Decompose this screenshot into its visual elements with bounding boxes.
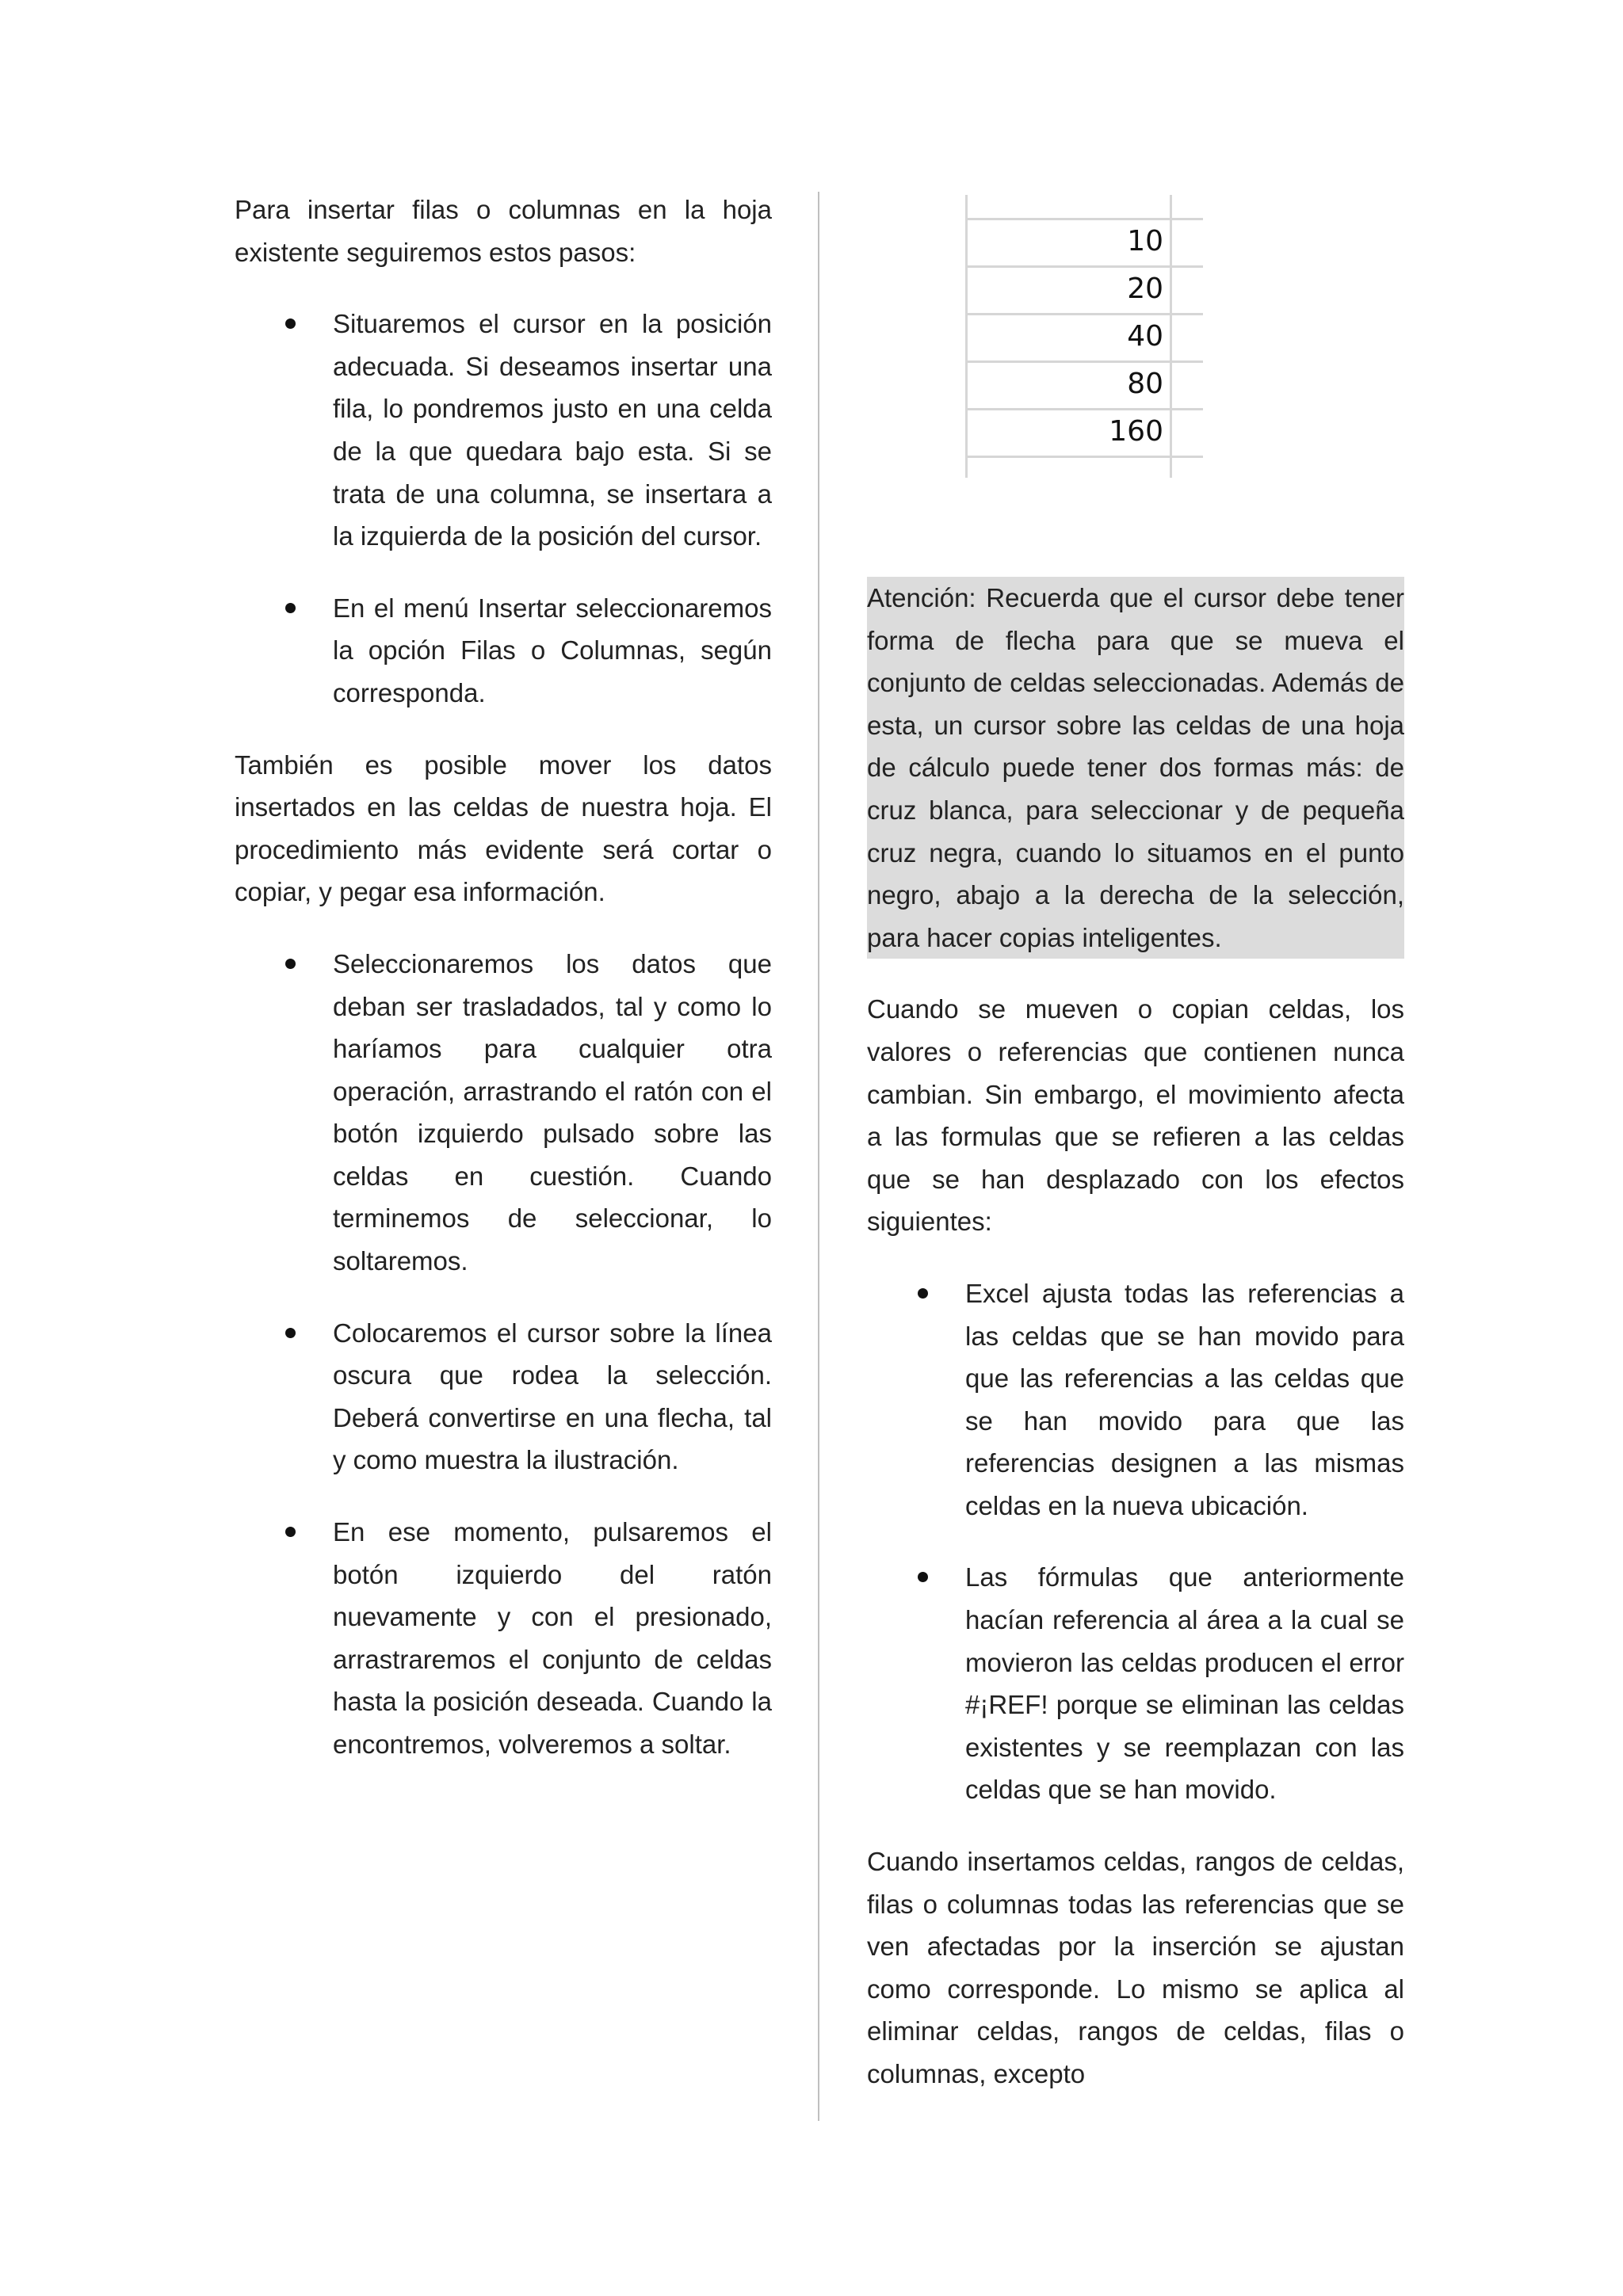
column-divider (818, 192, 819, 2121)
grid-line (965, 195, 968, 478)
sheet-cell: 40 (1127, 320, 1163, 353)
list-item (867, 1556, 1404, 1811)
insert-steps-list (235, 303, 772, 714)
sheet-cell: 10 (1127, 225, 1163, 257)
left-column (235, 189, 772, 1795)
list-item-text: Seleccionaremos los datos que deban ser trasladados, tal y como lo haríamos para cualquier otra operación, arrastrando el ratón con el botón izquierdo pulsado sobre las celdas en cuestión. Cuando terminemos de seleccionar, lo soltaremos. (333, 948, 772, 1276)
bullet-icon (285, 318, 296, 329)
list-item-text: Colocaremos el cursor sobre la línea oscura que rodea la selección. Deberá convertirse en una flecha, tal y como muestra la ilustración. (333, 1318, 772, 1475)
bullet-icon (918, 1288, 928, 1299)
bullet-icon (285, 1527, 296, 1537)
sheet-cell: 20 (1127, 273, 1163, 305)
insert-refs-paragraph: Cuando insertamos celdas, rangos de celdas, filas o columnas todas las referencias que se ven afectadas por la inserción se ajustan como corresponde. Lo mismo se aplica al eliminar celdas, rangos de celdas, filas o columnas, excepto (867, 1847, 1404, 2088)
list-item (235, 943, 772, 1283)
move-steps-list (235, 943, 772, 1766)
grid-line (1170, 195, 1172, 478)
list-item (235, 587, 772, 715)
list-item (235, 1511, 772, 1766)
bullet-icon (285, 1328, 296, 1338)
bullet-icon (285, 959, 296, 969)
grid-line (965, 456, 1203, 458)
sheet-cell: 80 (1127, 368, 1163, 400)
move-intro-paragraph: También es posible mover los datos insertados en las celdas de nuestra hoja. El procedimiento más evidente será cortar o copiar, y pegar esa información. (235, 749, 772, 907)
list-item (867, 1272, 1404, 1527)
list-item-text: En el menú Insertar seleccionaremos la opción Filas o Columnas, según corresponda. (333, 593, 772, 707)
right-column (867, 577, 1404, 2125)
move-effects-intro: Cuando se mueven o copian celdas, los valores o referencias que contienen nunca cambian. Sin embargo, el movimiento afecta a las formulas que se refieren a las celdas que se han desplazado con los efectos siguientes: (867, 994, 1404, 1237)
sheet-cell: 160 (1109, 415, 1163, 448)
list-item-text: Situaremos el cursor en la posición adecuada. Si deseamos insertar una fila, lo pondremos justo en una celda de la que quedara bajo esta. Si se trata de una columna, se insertara a la izquierda de la posición del cursor. (333, 309, 772, 551)
bullet-icon (918, 1572, 928, 1582)
list-item-text: Excel ajusta todas las referencias a las celdas que se han movido para que las referencias a las celdas que se han movido para que las referencias designen a las mismas celdas en la nueva ubicación. (965, 1278, 1404, 1520)
list-item (235, 1312, 772, 1482)
list-item (235, 303, 772, 558)
spreadsheet-figure (965, 195, 1203, 480)
attention-note: Atención: Recuerda que el cursor debe tener forma de flecha para que se mueva el conjunto de celdas seleccionadas. Además de esta, un cursor sobre las celdas de una hoja de cálculo puede tener dos formas más: de cruz blanca, para seleccionar y de pequeña cruz negra, cuando lo situamos en el punto negro, abajo a la derecha de la selección, para hacer copias inteligentes. (867, 577, 1404, 959)
effects-list (867, 1272, 1404, 1811)
bullet-icon (285, 603, 296, 613)
list-item-text: En ese momento, pulsaremos el botón izquierdo del ratón nuevamente y con el presionado, arrastraremos el conjunto de celdas hasta la posición deseada. Cuando la encontremos, volveremos a soltar. (333, 1517, 772, 1759)
list-item-text: Las fórmulas que anteriormente hacían referencia al área a la cual se movieron las celdas producen el error #¡REF! porque se eliminan las celdas existentes y se reemplazan con las celdas que se han movido. (965, 1562, 1404, 1805)
intro-paragraph: Para insertar filas o columnas en la hoja existente seguiremos estos pasos: (235, 195, 772, 267)
